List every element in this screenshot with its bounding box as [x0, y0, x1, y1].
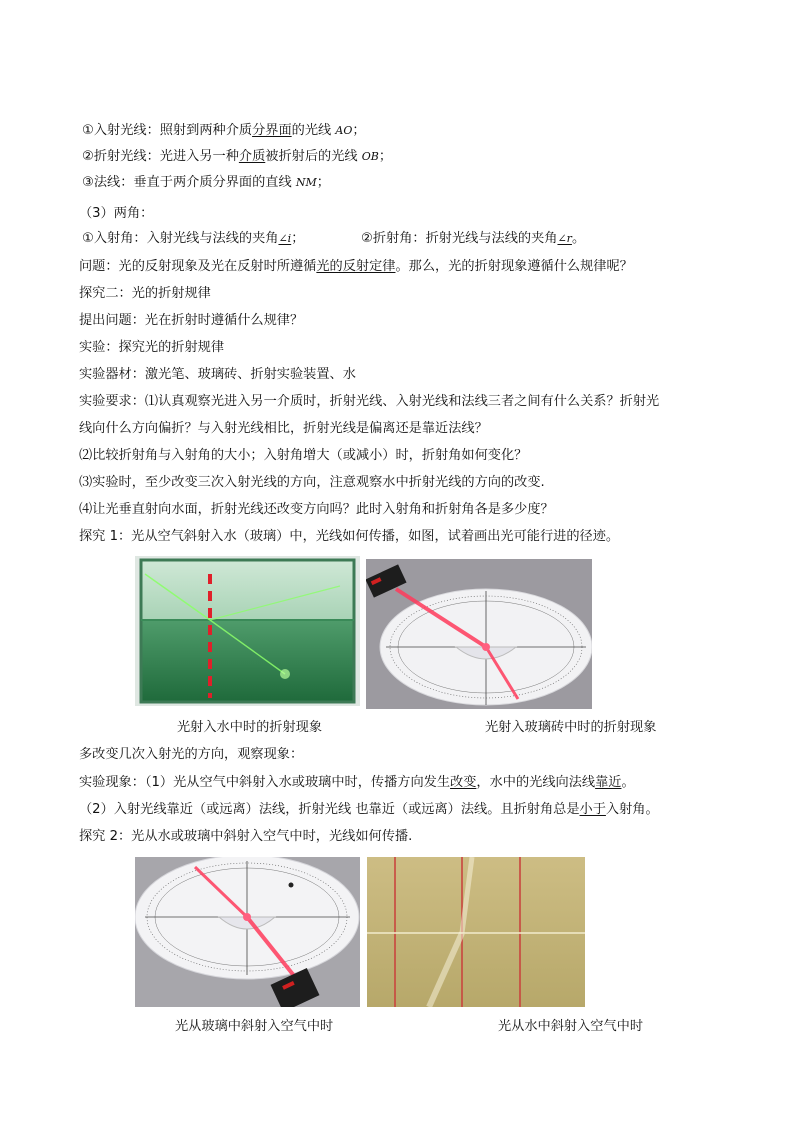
underlined-term: 分界面	[252, 123, 292, 138]
underlined-term: 改变	[450, 775, 477, 790]
text-span: 问题：光的反射现象及光在反射时所遵循	[79, 259, 317, 274]
text-span: ⑶实验时，至少改变三次入射光线的方向，注意观察水中折射光线的方向的改变.	[79, 475, 545, 490]
text-line-question	[79, 257, 633, 277]
text-line	[79, 446, 527, 466]
text-span: ⑷让光垂直射向水面，折射光线还改变方向吗？此时入射角和折射角各是多少度？	[79, 502, 554, 517]
caption-water-to-air: 光从水中斜射入空气中时	[498, 1019, 644, 1034]
text-span: ②折射光线：光进入另一种	[82, 149, 239, 164]
text-line-normal	[82, 173, 330, 193]
text-span: ①入射角：入射光线与法线的夹角	[82, 231, 279, 246]
photo-water-to-air	[367, 857, 585, 1007]
text-span: 线向什么方向偏折？与入射光线相比，折射光线是偏离还是靠近法线？	[79, 421, 488, 436]
text-line	[79, 311, 303, 331]
text-span: ；	[291, 231, 305, 246]
underlined-term: 光的反射定律	[316, 259, 396, 274]
text-span: ；	[316, 175, 330, 190]
text-line	[79, 365, 356, 385]
text-line-phenomenon-2	[79, 800, 659, 820]
text-line-refracted-ray	[82, 147, 392, 167]
text-span: 实验要求：⑴认真观察光进入另一介质时，折射光线、入射光线和法线三者之间有什么关系？折射光	[79, 394, 660, 409]
text-span: 探究二：光的折射规律	[79, 286, 211, 301]
text-line	[79, 500, 554, 520]
underlined-term: 介质	[238, 149, 266, 164]
text-line	[79, 419, 488, 439]
underlined-term: ∠i	[278, 232, 292, 245]
caption-glass-brick: 光射入玻璃砖中时的折射现象	[485, 720, 657, 735]
text-span: 实验现象：（1）光从空气中斜射入水或玻璃中时，传播方向发生	[79, 775, 451, 790]
text-span: 入射角。	[605, 802, 659, 817]
text-span: 实验：探究光的折射规律	[79, 340, 225, 355]
text-span: 探究 2：光从水或玻璃中斜射入空气中时，光线如何传播.	[79, 829, 413, 844]
text-span: ⑵比较折射角与入射角的大小；入射角增大（或减小）时，折射角如何变化？	[79, 448, 528, 463]
text-span: 。	[571, 231, 586, 246]
text-span: （3）两角：	[79, 206, 154, 221]
text-line-angles	[82, 229, 304, 249]
text-line-incident-ray	[82, 121, 366, 141]
text-span: 。	[621, 775, 635, 790]
caption-water: 光射入水中时的折射现象	[177, 720, 323, 735]
text-span: （2）入射光线靠近（或远离）法线，折射光线 也靠近（或远离）法线。且折射角总是	[79, 802, 580, 817]
text-span: ②折射角：折射光线与法线的夹角	[361, 231, 558, 246]
variable-label: NM	[295, 176, 317, 189]
text-line	[79, 745, 303, 765]
text-line	[79, 284, 211, 304]
caption-glass-to-air: 光从玻璃中斜射入空气中时	[175, 1019, 334, 1034]
text-span: ，水中的光线向法线	[476, 775, 596, 790]
photo-water-tank	[135, 556, 360, 706]
text-line	[79, 338, 224, 358]
text-span: 提出问题：光在折射时遵循什么规律？	[79, 313, 304, 328]
text-span: ③法线：垂直于两介质分界面的直线	[82, 175, 296, 190]
text-span: 。那么，光的折射现象遵循什么规律呢？	[395, 259, 633, 274]
underlined-term: ∠r	[557, 232, 572, 245]
underlined-term: 小于	[579, 802, 606, 817]
text-line-two-angles	[79, 204, 153, 224]
text-line	[79, 827, 412, 847]
text-span: ；	[352, 123, 366, 138]
text-span: 探究 1：光从空气斜射入水（玻璃）中，光线如何传播，如图，试着画出光可能行进的径迹。	[79, 529, 620, 544]
variable-label: OB	[361, 150, 379, 163]
text-line-phenomenon-1	[79, 773, 635, 793]
text-span: 多改变几次入射光的方向，观察现象：	[79, 747, 304, 762]
text-span: 实验器材：激光笔、玻璃砖、折射实验装置、水	[79, 367, 356, 382]
text-span: ；	[378, 149, 393, 164]
text-span: ①入射光线：照射到两种介质	[82, 123, 253, 138]
text-span: 被折射后的光线	[265, 149, 362, 164]
underlined-term: 靠近	[595, 775, 622, 790]
variable-label: AO	[335, 124, 353, 137]
text-line	[79, 392, 659, 412]
photo-glass-to-air	[135, 857, 360, 1007]
text-line-refraction-angle	[361, 229, 585, 249]
text-line	[79, 527, 619, 547]
photo-glass-brick	[366, 559, 592, 709]
text-line	[79, 473, 545, 493]
text-span: 的光线	[291, 123, 336, 138]
